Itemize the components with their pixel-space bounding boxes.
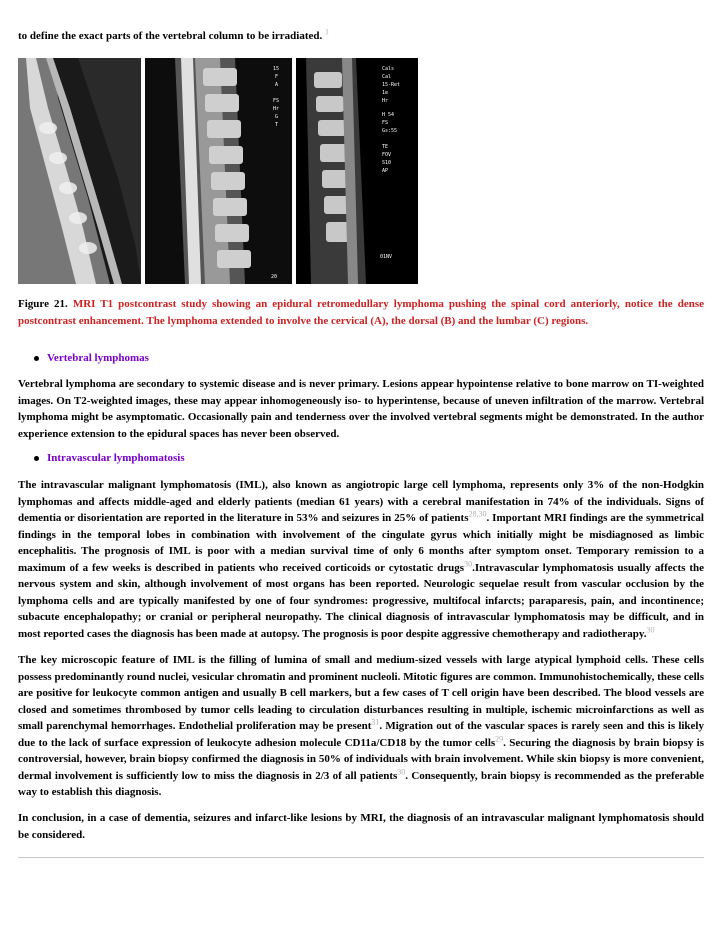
overlay-text: FS	[273, 98, 280, 104]
overlay-text: Cal	[382, 74, 392, 80]
figure-label: Figure 21.	[18, 298, 68, 310]
intro-line: to define the exact parts of the vertebral column to be irradiated. $^1$	[18, 27, 330, 42]
section-heading-vertebral: Vertebral lymphomas	[34, 352, 149, 364]
overlay-text: 1e	[382, 90, 389, 96]
overlay-text: Cals	[382, 66, 395, 72]
overlay-text: S10	[382, 160, 392, 166]
mri-figure-panel	[18, 58, 418, 284]
horizontal-divider	[18, 857, 704, 858]
reference-superscript: 28,30	[468, 509, 487, 519]
overlay-text: AP	[382, 168, 389, 174]
overlay-text: Hr	[382, 98, 389, 104]
bullet-icon	[34, 356, 39, 361]
mri-image-lumbar	[296, 58, 418, 284]
overlay-text: 15	[273, 66, 280, 72]
reference-superscript: 30	[397, 766, 406, 776]
overlay-text: G	[275, 114, 279, 120]
paragraph-conclusion: In conclusion, in a case of dementia, seizures and infarct-like lesions by MRI, the diagnosis of an intravascular malignant lymphomatosis should be considered.	[18, 812, 704, 841]
mri-image-dorsal	[145, 58, 292, 284]
bullet-icon	[34, 456, 39, 461]
section-heading-intravascular: Intravascular lymphomatosis	[34, 452, 185, 464]
overlay-text: F	[275, 74, 279, 80]
overlay-text: 20	[271, 274, 278, 280]
paragraph-iml-pathology: The key microscopic feature of IML is the filling of lumina of small and medium-sized vessels with large atypical lymphoid cells. These cells possess predominantly round nuclei, vesicular chromatin and prominent nucleoli. Mitotic figures are common. Immunohistochemically, these cells are positive for leukocyte common antigen and usually B cell markers, but a few cases of T cell origin have been described. The blood vessels are closed and sometimes thrombosed by tumor cells leading to circulation disturbances resulting in multiple, ischemic microinfarctions as well as small parenchymal hemorrhages. Endothelial proliferation may be present$^{31}$. Migration out of the vascular spaces is rarely seen and this is likely due to the lack of surface expression of leukocyte adhesion molecule CD11a/CD18 by the tumor cells$^{29}$. Securing the diagnosis by brain biopsy is controversial, however, brain biopsy confirmed the diagnosis in 50% of individuals with brain involvement. While skin biopsy is more convenient, dermal involvement is sufficiently low to miss the diagnosis in 2/3 of all patients$^{30}$. Consequently, brain biopsy is recommended as the preferable way to establish this diagnosis.	[18, 654, 704, 798]
overlay-text: T	[275, 122, 279, 128]
reference-superscript: 30	[646, 624, 655, 634]
overlay-text: TE	[382, 144, 389, 150]
mri-image-cervical	[18, 58, 141, 284]
figure-caption	[18, 296, 704, 329]
overlay-text: 01NV	[380, 254, 393, 260]
overlay-text: Gs:55	[382, 128, 398, 134]
paragraph-iml-clinical: The intravascular malignant lymphomatosis (IML), also known as angiotropic large cell lymphoma, represents only 3% of the non-Hodgkin lymphomas and affects middle-aged and elderly patients (median 61 years) with a cerebral manifestation in 74% of the individuals. Signs of dementia or disorientation are reported in the literature in 53% and seizures in 25% of patients$^{28,30}$. Important MRI findings are the symmetrical findings in the temporal lobes in combination with involvement of the cingulate gyrus which initially might be misdiagnosed as limbic encephalitis. The prognosis of IML is poor with a median survival time of only 6 months after symptom onset. Temporary remission to a maximum of a few weeks is described in patients who received corticoids or cytostatic drugs$^{30}$.Intravascular lymphomatosis usually affects the nervous system and skin, although involvement of most organs has been reported. Neurologic sequelae result from vascular occlusion by the lymphoma cells and are typically manifested by one of four syndromes: progressive, multifocal infarcts; paraparesis, pain, and incontinence; subacute encephalopathy; or cranial or peripheral neuropathy. The clinical diagnosis of intravascular lymphomatosis may be difficult, and in most reported cases the diagnosis has been made at autopsy. The prognosis is poor despite aggressive chemotherapy and radiotherapy.$^{30}$	[18, 479, 704, 640]
overlay-text: H 54	[382, 112, 395, 118]
paragraph-vertebral: Vertebral lymphoma are secondary to systemic disease and is never primary. Lesions appear hypointense relative to bone marrow on TI-weighted images. On T2-weighted images, these may appear inhomogeneously iso- to hyperintense, because of uneven infiltration of the marrow. Vertebral lymphoma might be asymptomatic. Occasionally pain and tenderness over the involved vertebral segments might be demonstrated. In the author experience extension to the epidural spaces has never been observed.	[18, 378, 704, 440]
overlay-text: A	[275, 82, 279, 88]
figure-caption-text: MRI T1 postcontrast study showing an epidural retromedullary lymphoma pushing the spinal cord anteriorly, notice the dense postcontrast enhancement. The lymphoma extended to involve the cervical (A), the dorsal (B) and the lumbar (C) regions.	[18, 298, 705, 327]
overlay-text: FOV	[382, 152, 392, 158]
reference-superscript: 29	[495, 733, 504, 743]
overlay-text: FS	[382, 120, 389, 126]
reference-superscript: 30	[464, 558, 473, 568]
reference-superscript: 1	[325, 27, 330, 37]
overlay-text: Hr	[273, 106, 280, 112]
reference-superscript: 31	[371, 717, 380, 727]
overlay-text: 15-Ret	[382, 82, 401, 88]
